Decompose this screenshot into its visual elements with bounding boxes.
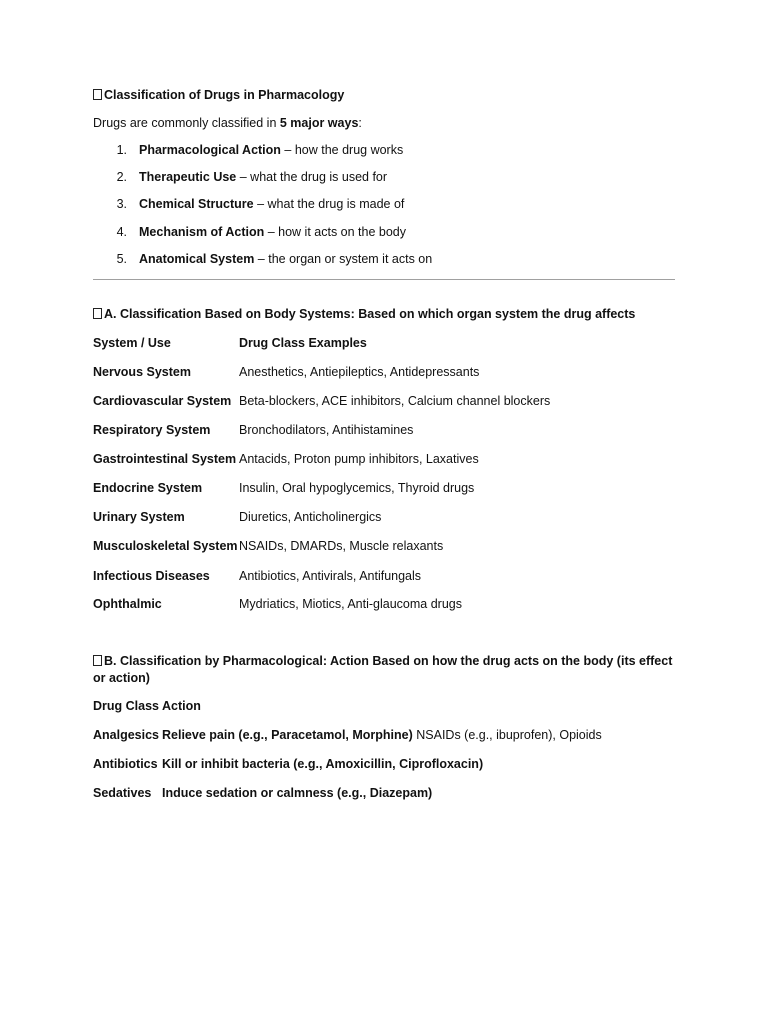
missing-glyph-icon [93,655,102,666]
table-cell-action: Kill or inhibit bacteria (e.g., Amoxicillin, Ciprofloxacin) [162,757,484,771]
table-cell-examples: Insulin, Oral hypoglycemics, Thyroid drugs [239,481,475,495]
document-title: Classification of Drugs in Pharmacology [93,88,344,102]
table-cell-class: Analgesics [93,728,160,742]
table-cell-system: Gastrointestinal System [93,452,237,466]
table-cell-examples: NSAIDs, DMARDs, Muscle relaxants [239,539,444,553]
list-item: Mechanism of Action – how it acts on the body [139,225,407,239]
table-cell-system: Infectious Diseases [93,569,210,583]
table-cell-examples: Antibiotics, Antivirals, Antifungals [239,569,422,583]
horizontal-rule [93,279,675,280]
table-cell-system: Respiratory System [93,423,211,437]
list-number: 4. [116,225,127,239]
missing-glyph-icon [93,308,102,319]
list-number: 3. [116,197,127,211]
table-cell-examples: Beta-blockers, ACE inhibitors, Calcium channel blockers [239,394,551,408]
list-item: Anatomical System – the organ or system it acts on [139,252,433,266]
missing-glyph-icon [93,89,102,100]
table-header: Drug Class [93,699,159,713]
list-item: Chemical Structure – what the drug is made of [139,197,405,211]
table-cell-action: Relieve pain (e.g., Paracetamol, Morphine) NSAIDs (e.g., ibuprofen), Opioids [162,728,602,742]
intro-sentence: Drugs are commonly classified in 5 major ways: [93,116,362,130]
table-cell-system: Musculoskeletal System [93,539,238,553]
table-cell-examples: Diuretics, Anticholinergics [239,510,382,524]
section-b-heading: B. Classification by Pharmacological: Action Based on how the drug acts on the body (its effect or action) [93,654,673,685]
table-header: Action [162,699,201,713]
table-cell-examples: Bronchodilators, Antihistamines [239,423,414,437]
table-cell-system: Urinary System [93,510,185,524]
table-cell-examples: Anesthetics, Antiepileptics, Antidepressants [239,365,480,379]
table-cell-action: Induce sedation or calmness (e.g., Diazepam) [162,786,433,800]
list-item: Pharmacological Action – how the drug works [139,143,404,157]
table-cell-examples: Mydriatics, Miotics, Anti-glaucoma drugs [239,597,462,611]
table-cell-system: Nervous System [93,365,191,379]
table-cell-examples: Antacids, Proton pump inhibitors, Laxatives [239,452,479,466]
table-header: Drug Class Examples [239,336,367,350]
list-number: 2. [116,170,127,184]
list-number: 1. [116,143,127,157]
table-cell-class: Sedatives [93,786,152,800]
list-item: Therapeutic Use – what the drug is used for [139,170,388,184]
table-cell-system: Ophthalmic [93,597,162,611]
table-cell-system: Cardiovascular System [93,394,232,408]
section-a-heading: A. Classification Based on Body Systems: Based on which organ system the drug affects [93,307,635,321]
table-header: System / Use [93,336,171,350]
list-number: 5. [116,252,127,266]
table-cell-class: Antibiotics [93,757,158,771]
table-cell-system: Endocrine System [93,481,203,495]
